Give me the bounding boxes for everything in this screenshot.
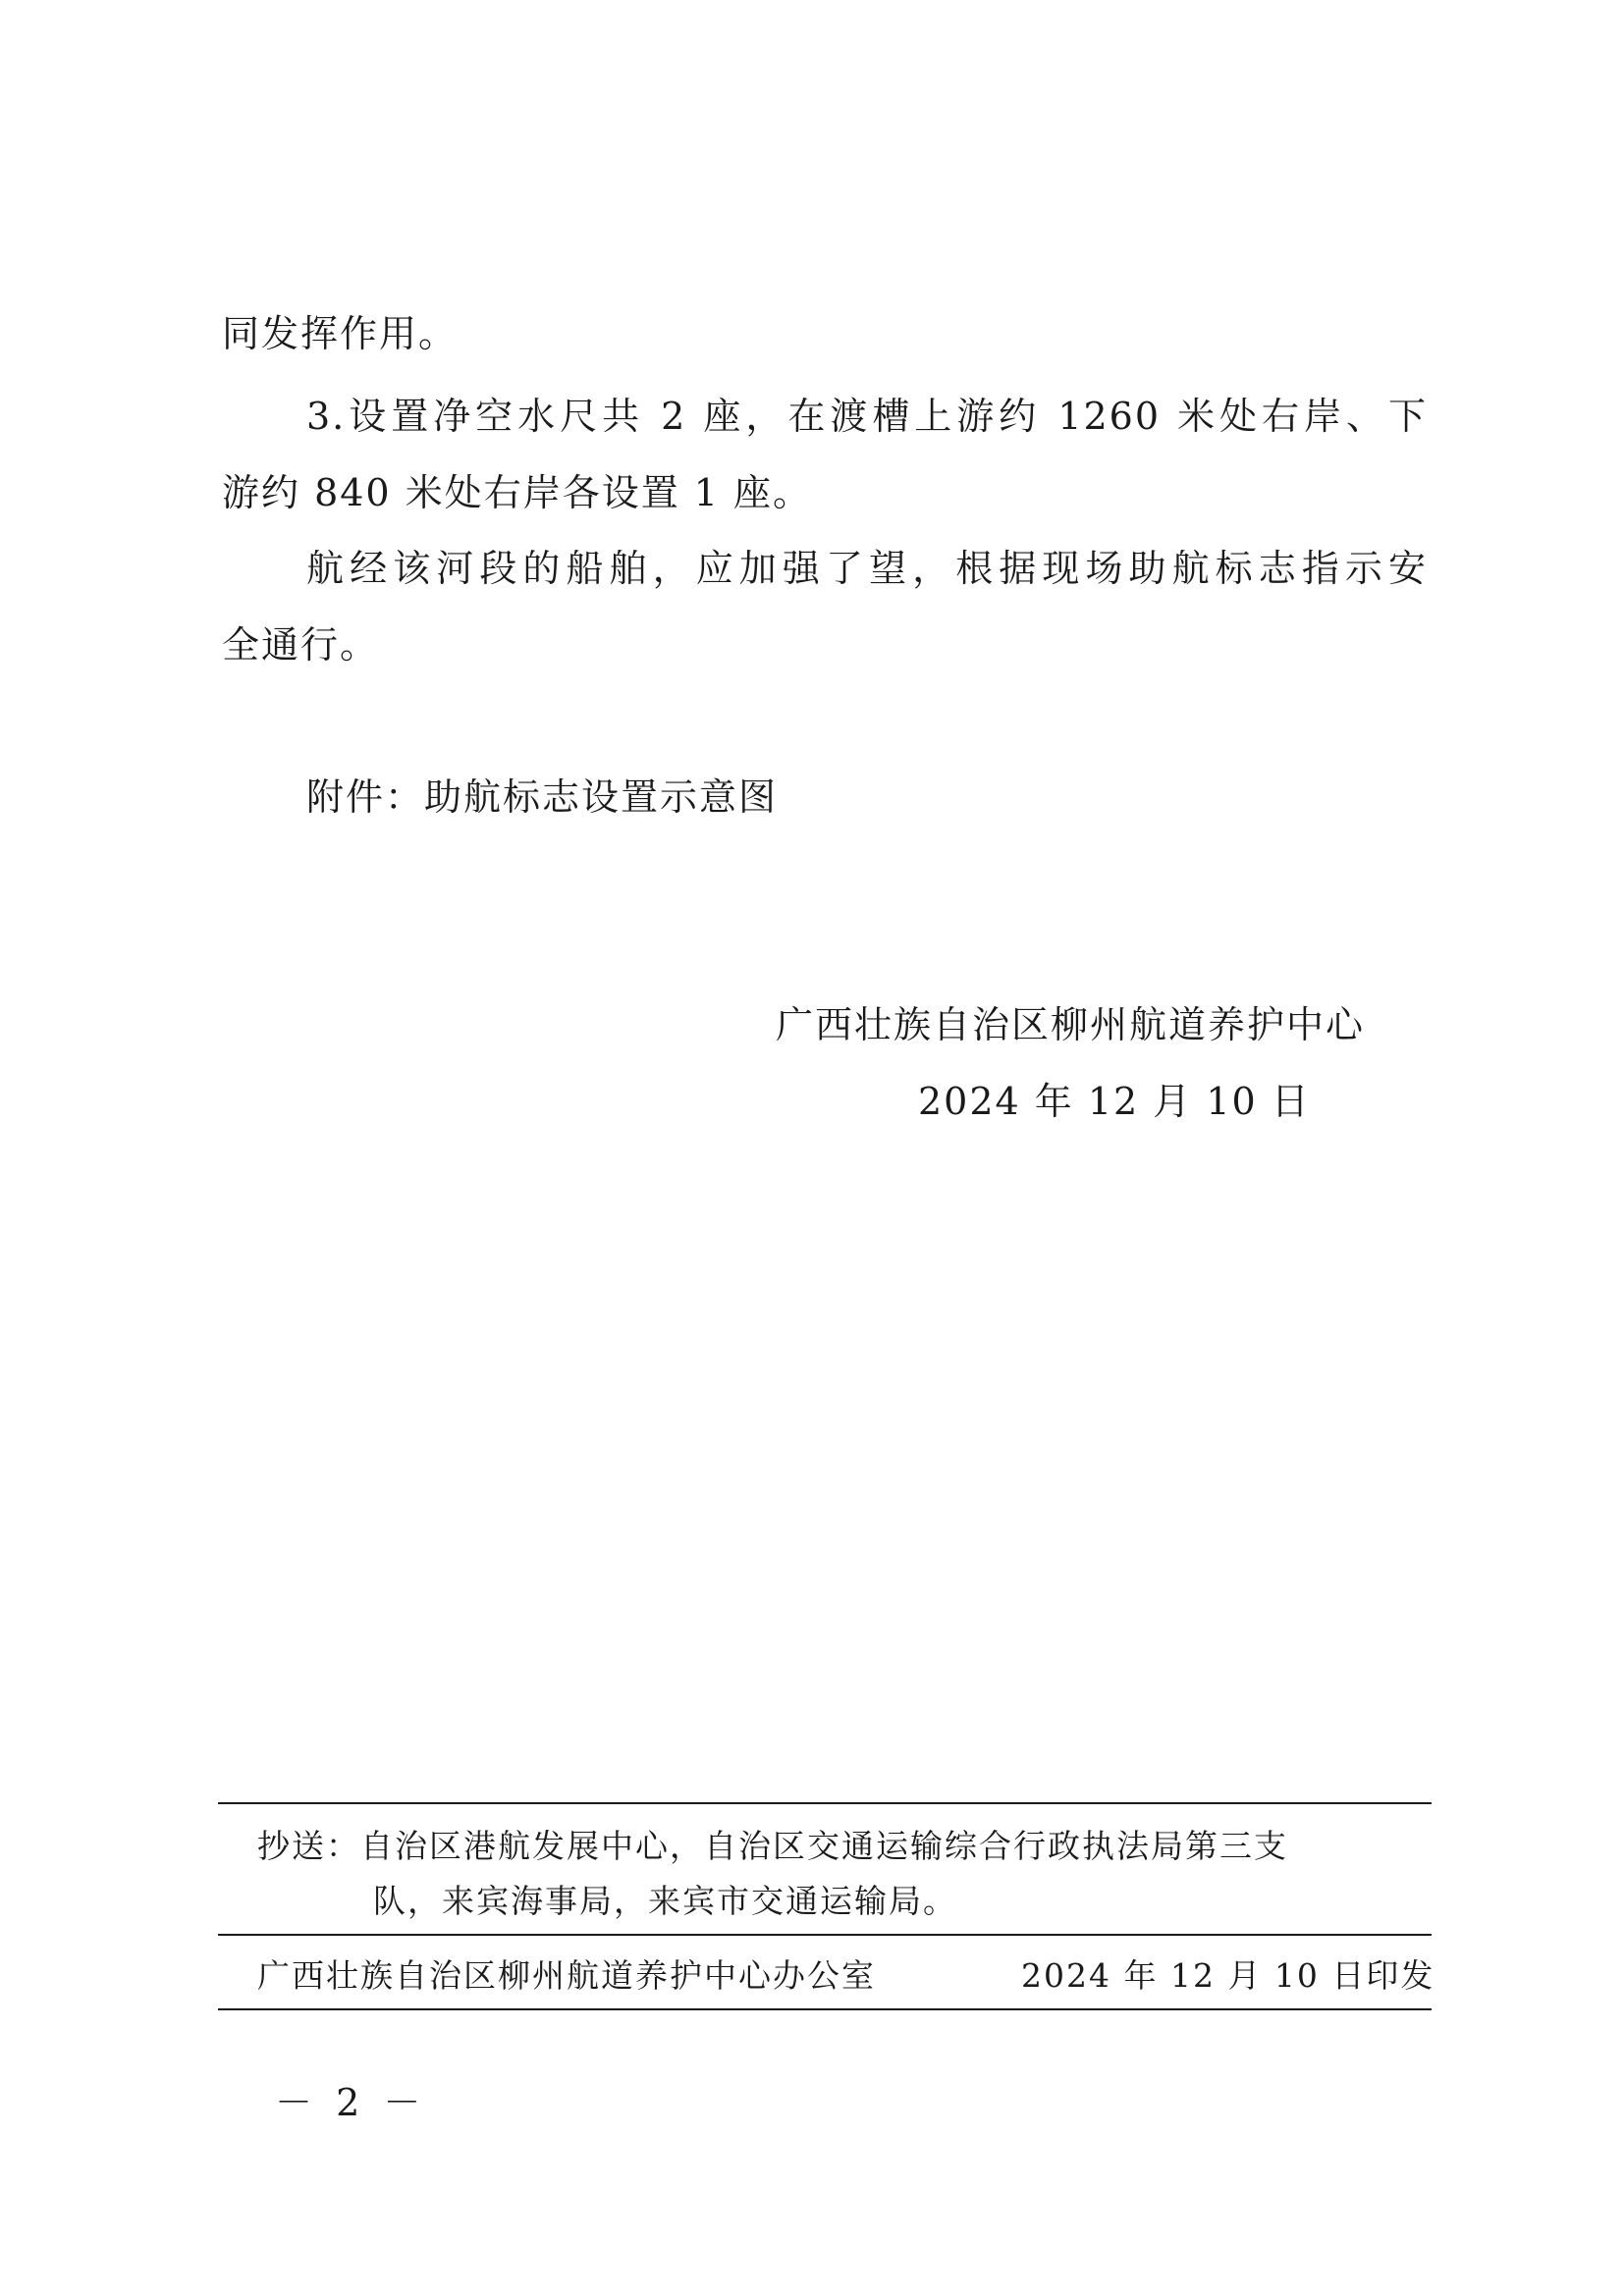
- footer-top-rule: [218, 1802, 1432, 1804]
- body-line-1: 同发挥作用。: [222, 312, 459, 355]
- footer-bottom-rule: [218, 2008, 1432, 2010]
- issue-date: 2024 年 12 月 10 日印发: [1021, 1956, 1435, 1995]
- issuer-office: 广西壮族自治区柳州航道养护中心办公室: [257, 1956, 876, 1995]
- page-number: － 2 －: [275, 2081, 427, 2124]
- body-line-3: 游约 840 米处右岸各设置 1 座。: [222, 471, 813, 514]
- signature-organization: 广西壮族自治区柳州航道养护中心: [776, 1003, 1366, 1046]
- cc-line-2: 队，来宾海事局，来宾市交通运输局。: [373, 1882, 957, 1920]
- body-line-4: 航经该河段的船舶，应加强了望，根据现场助航标志指示安: [306, 547, 1428, 590]
- body-line-5: 全通行。: [222, 623, 380, 667]
- attachment-line: 附件：助航标志设置示意图: [306, 775, 779, 819]
- cc-line-1: 抄送：自治区港航发展中心，自治区交通运输综合行政执法局第三支: [257, 1827, 1288, 1865]
- signature-date: 2024 年 12 月 10 日: [918, 1080, 1311, 1123]
- body-line-2: 3.设置净空水尺共 2 座，在渡槽上游约 1260 米处右岸、下: [306, 395, 1428, 438]
- footer-middle-rule: [218, 1934, 1432, 1936]
